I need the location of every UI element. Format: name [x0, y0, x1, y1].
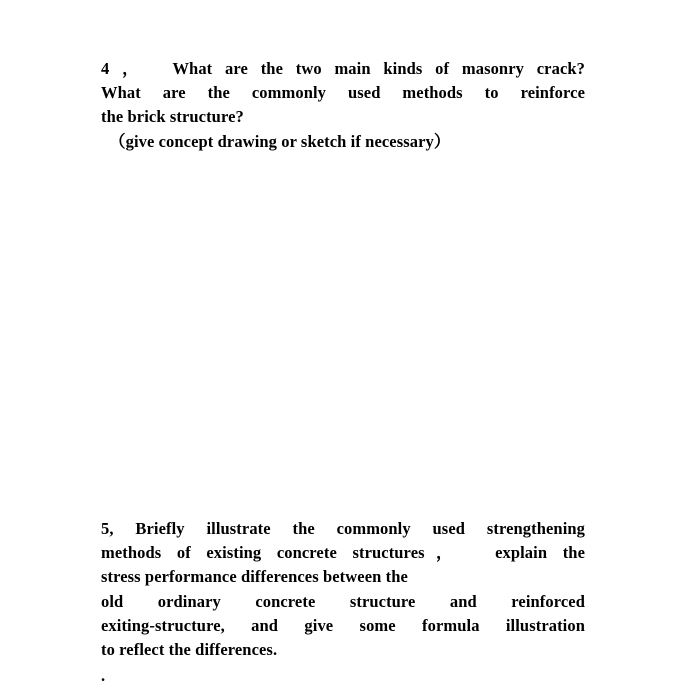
trailing-mark-block [101, 665, 585, 687]
question-4-line-4: （give concept drawing or sketch if necessary） [109, 131, 451, 151]
question-5-block [101, 517, 585, 662]
trailing-period: . [101, 666, 106, 685]
question-4-block [101, 57, 585, 154]
question-5-line-4: old ordinary concrete structure and reinforced [101, 591, 585, 611]
question-5-line-1: 5, Briefly illustrate the commonly used strengthening [101, 519, 585, 538]
question-4-text [101, 57, 585, 154]
question-4-line-3: the brick structure? [101, 107, 244, 127]
question-4-line-2: What are the commonly used methods to reinforce [101, 83, 585, 103]
question-5-line-3: stress performance differences between the [101, 567, 408, 587]
question-5-line-6: to reflect the differences. [101, 640, 278, 660]
question-4-line-1: 4 ， What are the two main kinds of masonry crack? [101, 59, 585, 78]
answer-space-question-4 [101, 168, 585, 508]
question-5-line-5: exiting-structure, and give some formula illustration [101, 615, 585, 635]
question-5-text [101, 517, 585, 662]
question-5-line-2: methods of existing concrete structures， explain the [101, 543, 585, 563]
